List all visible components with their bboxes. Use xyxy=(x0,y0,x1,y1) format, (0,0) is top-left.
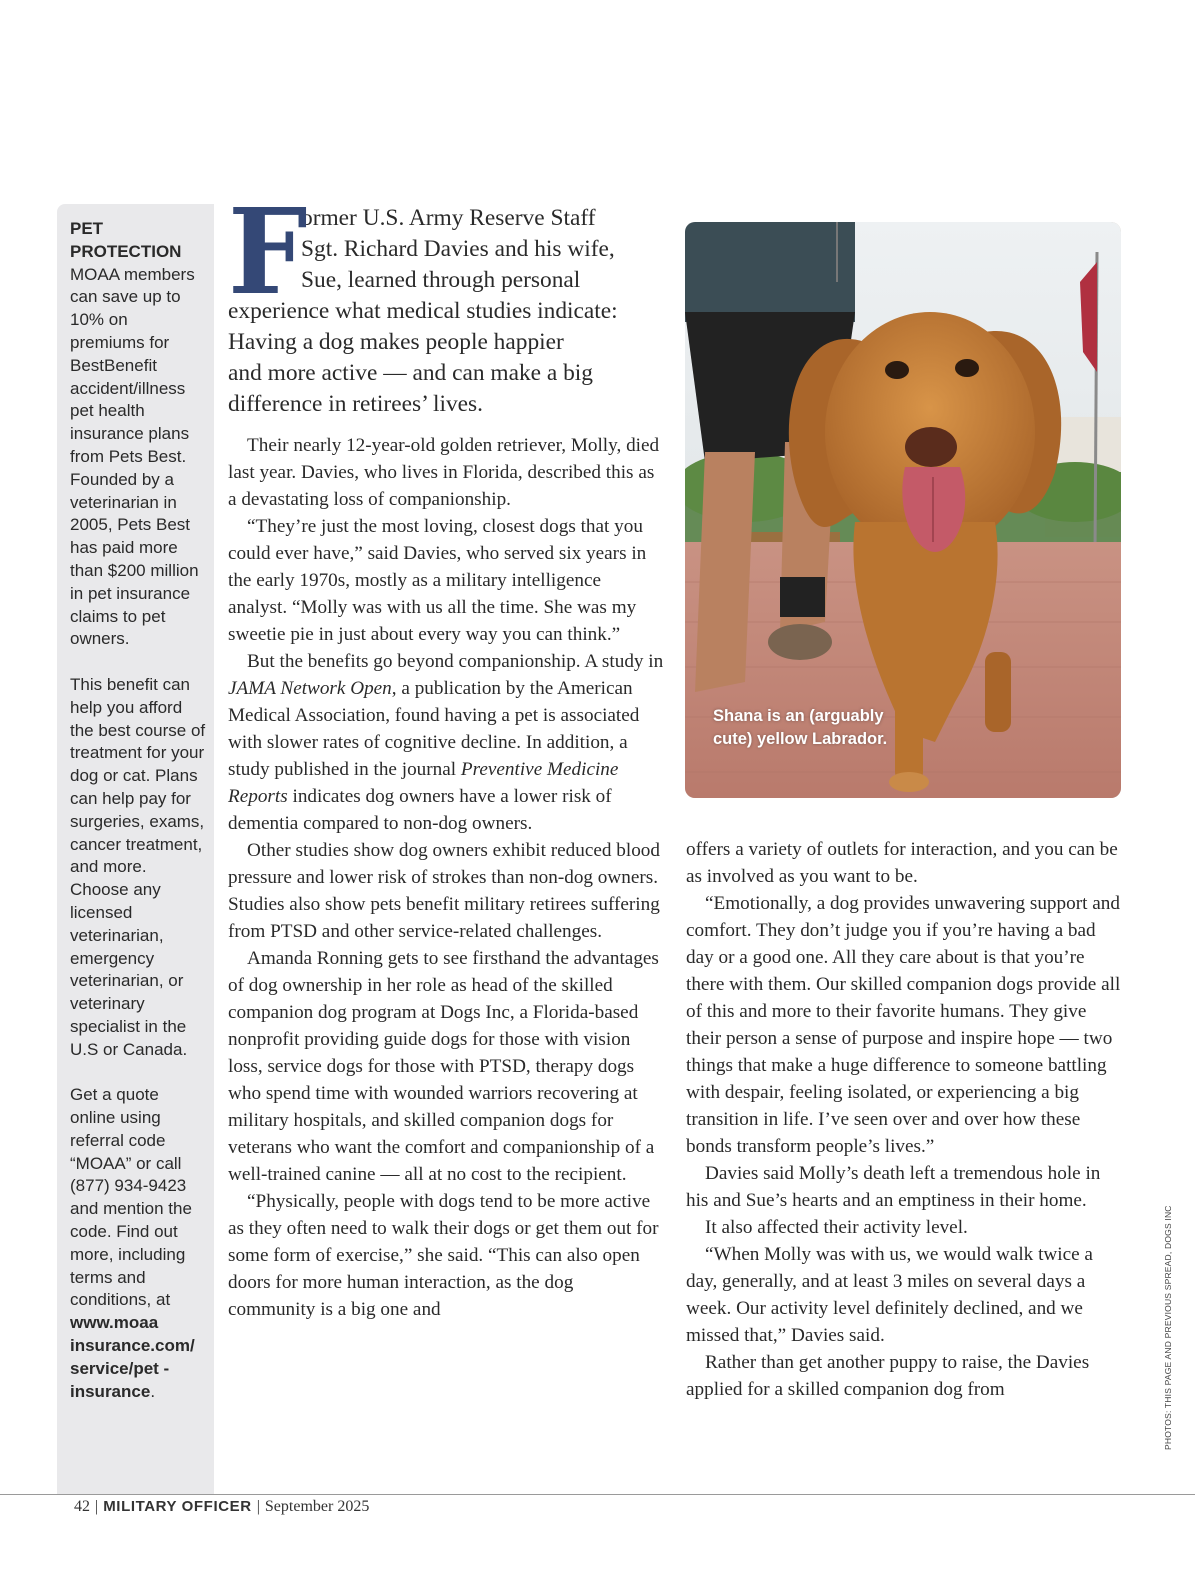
body-paragraph: offers a variety of outlets for interaction, and you can be as involved as you want to be. xyxy=(686,839,1118,887)
body-paragraph: “Emotionally, a dog provides unwavering support and comfort. They don’t judge you if you’re having a bad day or a good one. All they care about is that you’re there with them. Our skilled companion dogs provide all of this and more to their favorite humans. They give their person a sense of purpose and inspire hope — two things that make a huge difference to someone battling with despair, feeling isolated, or experiencing a big transition in life. I’ve seen over and over how these bonds transform people’s lives.” xyxy=(686,893,1121,1157)
pet-protection-sidebar xyxy=(57,204,214,1494)
sidebar-paragraph-2: This benefit can help you afford the best course of treatment for your dog or cat. Plans can help pay for surgeries, exams, cancer treatment, and more. Choose any licensed veterinarian, emergency veterinarian, or veterinary specialist in the U.S or Canada. xyxy=(70,674,206,1059)
lede-line: experience what medical studies indicate: xyxy=(228,298,618,324)
footer-separator: | xyxy=(95,1498,99,1515)
lede-line: and more active — and can make a big xyxy=(228,360,593,386)
sidebar-paragraph-3 xyxy=(70,1084,206,1403)
lede-line: Sue, learned through personal xyxy=(301,267,581,293)
body-paragraph: Their nearly 12-year-old golden retriever, Molly, died last year. Davies, who lives in Florida, described this as a devastating loss of companionship. xyxy=(228,435,660,510)
page-footer xyxy=(74,1497,369,1517)
article-lede xyxy=(228,183,668,420)
journal-title: JAMA Network Open xyxy=(228,678,392,699)
body-paragraph: Amanda Ronning gets to see firsthand the advantages of dog ownership in her role as head of the skilled companion dog program at Dogs Inc, a Florida-based nonprofit providing guide dogs for those with vision loss, service dogs for those with PTSD, therapy dogs who spend time with wounded warriors recovering at military hospitals, and skilled companion dogs for veterans who want the comfort and companionship of a well-trained canine — all at no cost to the recipient. xyxy=(228,948,659,1185)
body-paragraph: “When Molly was with us, we would walk twice a day, generally, and at least 3 miles on several days a week. Our activity level definitely declined, and we missed that,” Davies said. xyxy=(686,1244,1093,1346)
lede-line: ormer U.S. Army Reserve Staff xyxy=(301,205,596,231)
article-column-1 xyxy=(228,432,664,1323)
lede-line: Sgt. Richard Davies and his wife, xyxy=(301,236,615,262)
sidebar-paragraph-3-text: Get a quote online using referral code “MOAA” or call (877) 934-9423 and mention the code. Find out more, including terms and conditions, at xyxy=(70,1085,192,1310)
body-paragraph: Rather than get another puppy to raise, the Davies applied for a skilled companion dog from xyxy=(686,1352,1090,1400)
body-paragraph: “They’re just the most loving, closest dogs that you could ever have,” said Davies, who served six years in the early 1970s, mostly as a military intelligence analyst. “Molly was with us all the time. She was my sweetie pie in just about every way you can think.” xyxy=(228,516,647,645)
drop-cap: F xyxy=(228,183,308,322)
footer-separator: | xyxy=(256,1498,260,1515)
page-number: 42 xyxy=(74,1498,90,1515)
sidebar-paragraph-3-end: . xyxy=(150,1381,156,1401)
sidebar-title: PET PROTECTION xyxy=(70,219,182,261)
body-text: , a publication by the American Medical Association, found having a pet is associated with slower rates of cognitive decline. In addition, a study published in the journal xyxy=(228,678,640,780)
body-paragraph: Davies said Molly’s death left a tremendous hole in his and Sue’s hearts and an emptiness in their home. xyxy=(686,1163,1101,1211)
lede-line: Having a dog makes people happier xyxy=(228,329,564,355)
photo-caption: Shana is an (arguably cute) yellow Labrador. xyxy=(713,707,888,748)
body-paragraph: “Physically, people with dogs tend to be more active as they often need to walk their dogs or get them out for some form of exercise,” she said. “This can also open doors for more human interaction, as the dog community is a big one and xyxy=(228,1191,659,1320)
lede-line: difference in retirees’ lives. xyxy=(228,391,484,417)
photo-credit: PHOTOS: THIS PAGE AND PREVIOUS SPREAD, DOGS INC xyxy=(1163,1205,1173,1450)
sidebar-paragraph-1: MOAA members can save up to 10% on premiums for BestBenefit accident/illness pet health insurance plans from Pets Best. Founded by a veterinarian in 2005, Pets Best has paid more than $200 million in pet insurance claims to pet owners. xyxy=(70,264,199,649)
body-paragraph xyxy=(228,648,664,837)
body-text: indicates dog owners have a lower risk of dementia compared to non-dog owners. xyxy=(228,786,612,834)
footer-rule xyxy=(0,1494,1195,1495)
article-column-2 xyxy=(686,836,1126,1403)
pet-insurance-link[interactable]: www.moaa insurance.com/ service/pet -insurance xyxy=(70,1313,195,1401)
issue-date: September 2025 xyxy=(264,1498,370,1515)
body-paragraph: Other studies show dog owners exhibit reduced blood pressure and lower risk of strokes than non-dog owners. Studies also show pets benefit military retirees suffering from PTSD and other service-related challenges. xyxy=(228,840,660,942)
publication-name: MILITARY OFFICER xyxy=(103,1498,252,1515)
body-paragraph: It also affected their activity level. xyxy=(705,1217,968,1238)
body-text: But the benefits go beyond companionship. A study in xyxy=(247,651,664,672)
journal-title: Preventive Medicine Reports xyxy=(228,759,619,807)
